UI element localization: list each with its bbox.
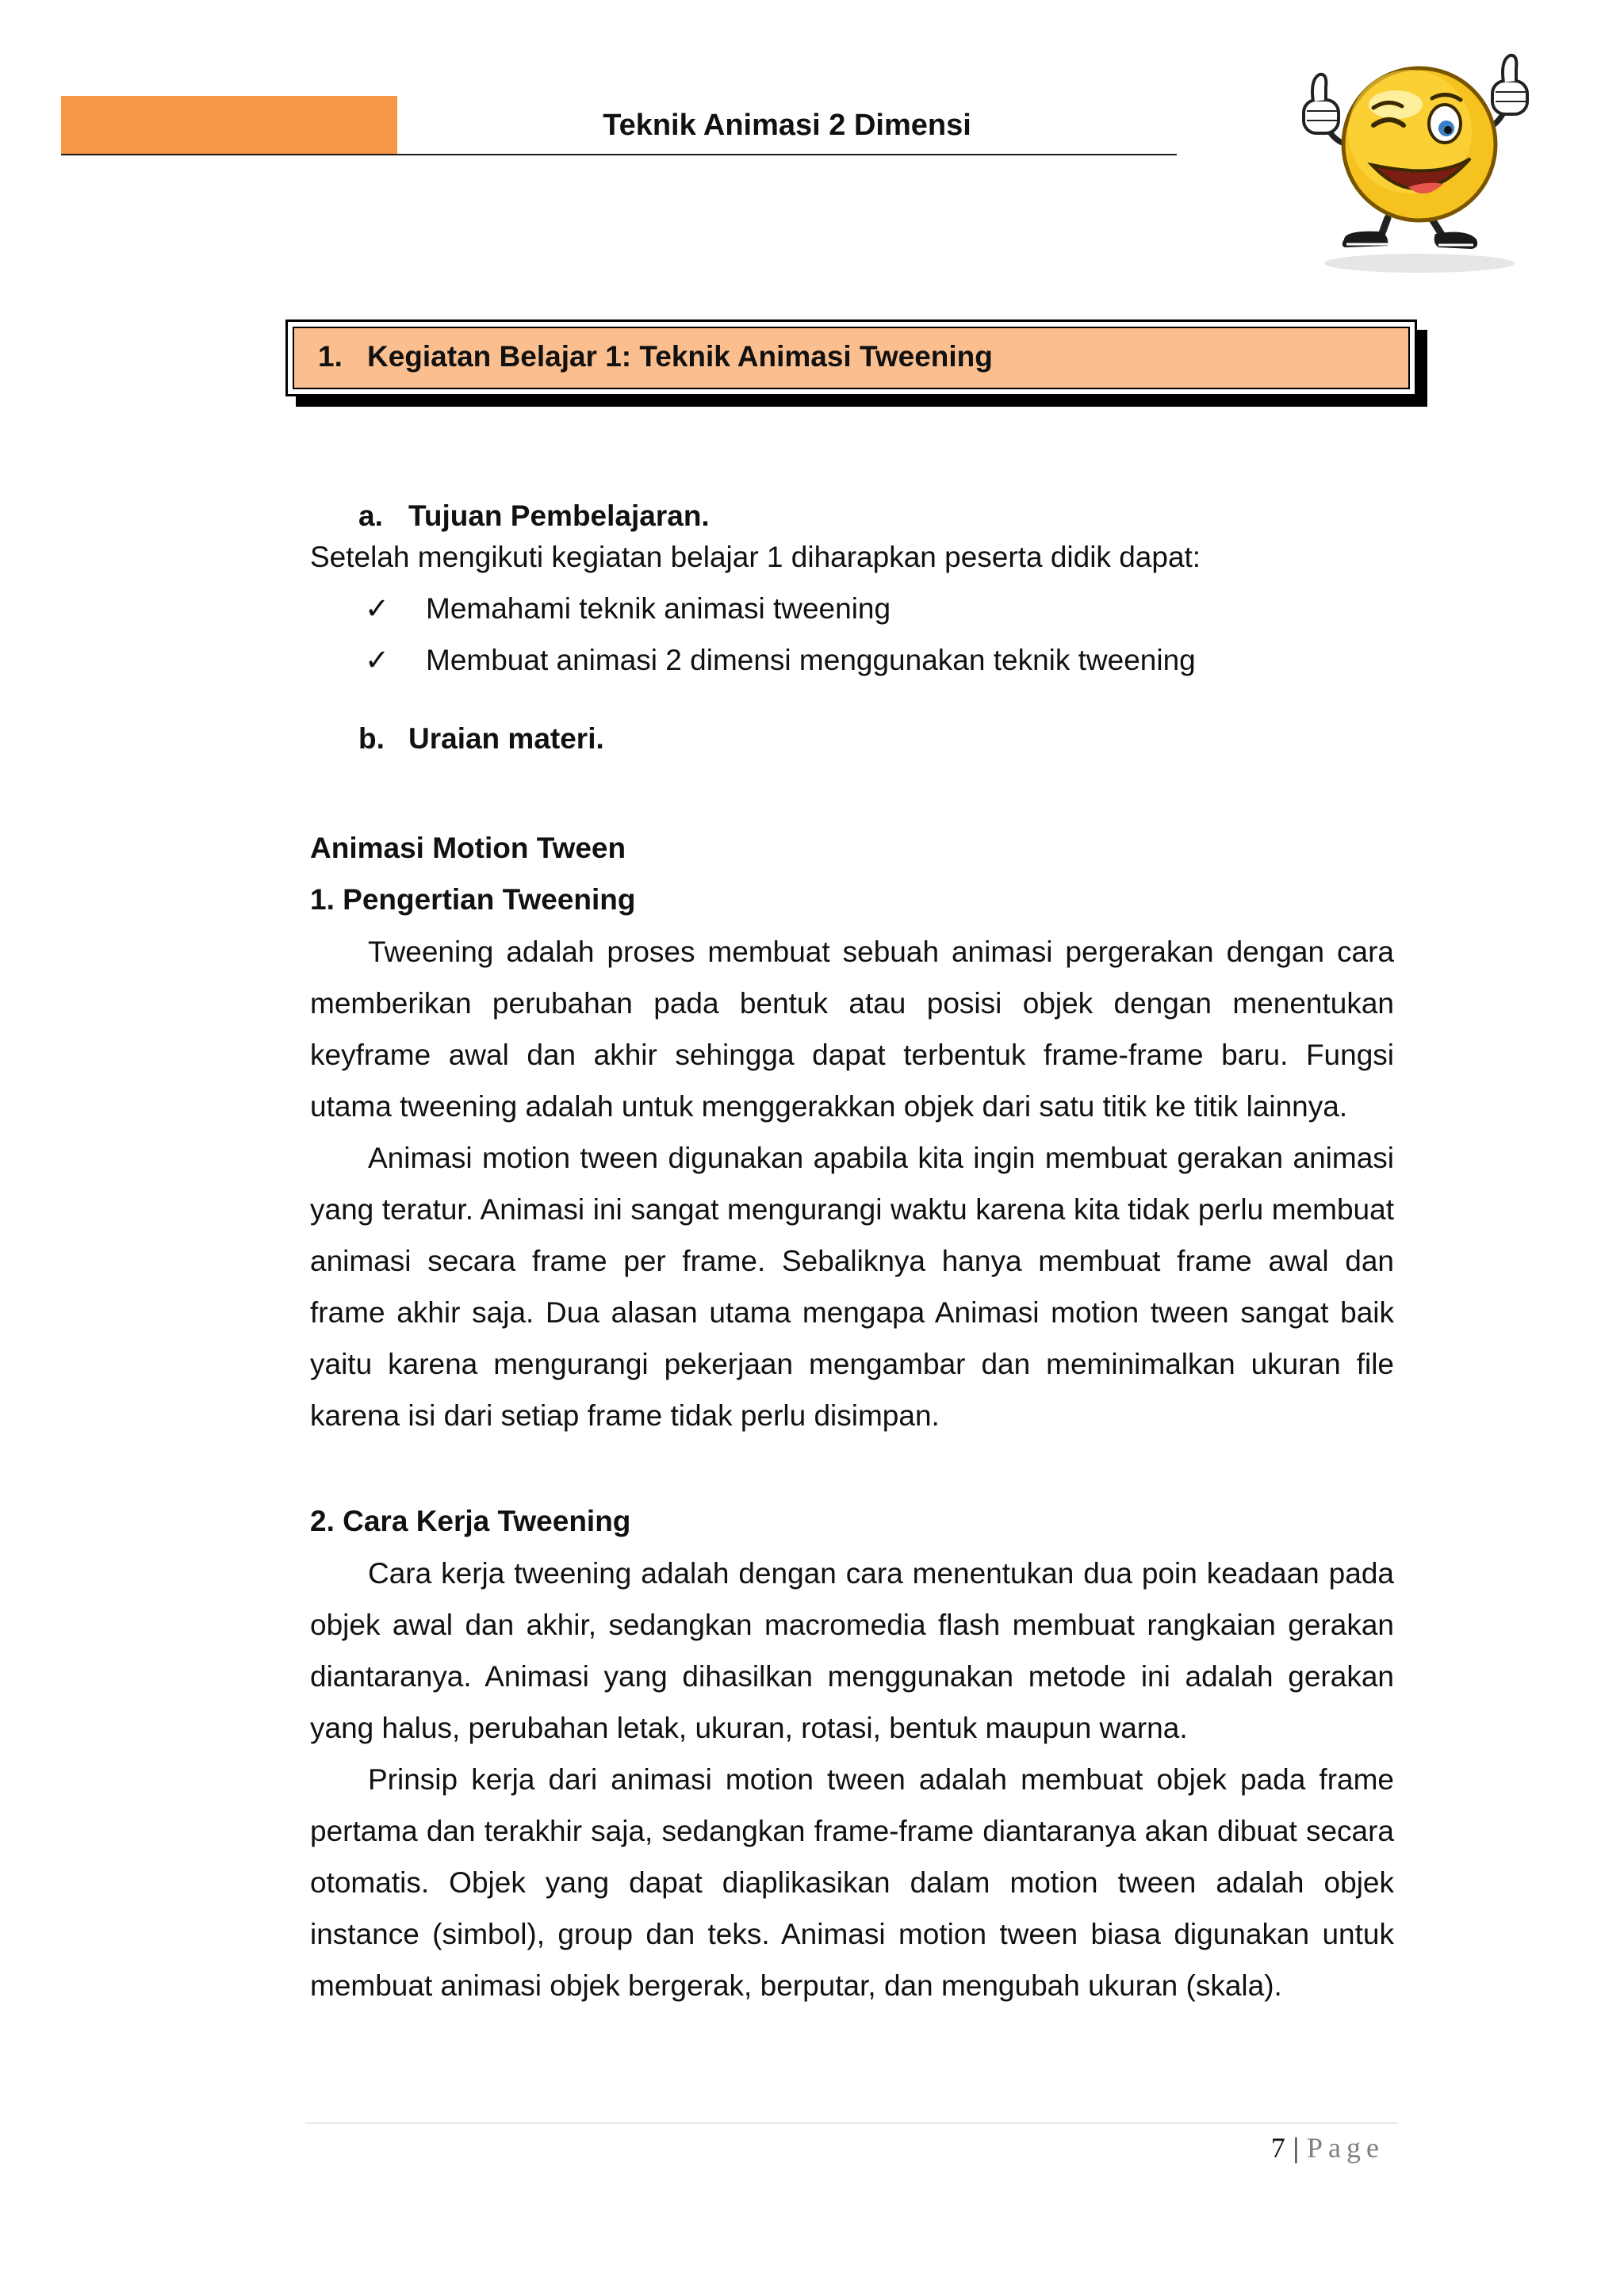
tujuan-intro: Setelah mengikuti kegiatan belajar 1 diharapkan peserta didik dapat: bbox=[310, 541, 1201, 573]
checkmark-icon: ✓ bbox=[365, 644, 390, 676]
tujuan-item bbox=[365, 641, 1196, 680]
page-footer bbox=[1271, 2128, 1385, 2168]
footer-rule bbox=[305, 2122, 1397, 2124]
tujuan-item-text: Memahami teknik animasi tweening bbox=[426, 592, 891, 625]
checkmark-icon: ✓ bbox=[365, 592, 390, 625]
page-number: 7 bbox=[1270, 2132, 1285, 2164]
footer-separator: | bbox=[1293, 2132, 1300, 2164]
section-number: 1. bbox=[318, 340, 343, 373]
cara-kerja-paragraph-2: Prinsip kerja dari animasi motion tween adalah membuat objek pada frame pertama dan terakhir saja, sedangkan frame-frame diantaranya akan dibuat secara otomatis. Objek yang dapat diaplikasikan dalam motion tween adalah objek instance (simbol), group dan teks. Animasi motion tween biasa digunakan untuk membuat animasi objek bergerak, berputar, dan mengubah ukuran (skala). bbox=[310, 1763, 1394, 2002]
tujuan-heading-text: Tujuan Pembelajaran. bbox=[408, 499, 710, 532]
header-accent-bar bbox=[61, 96, 397, 155]
pengertian-paragraph-1: Tweening adalah proses membuat sebuah animasi pergerakan dengan cara memberikan perubahan pada bentuk atau posisi objek dengan menentukan keyframe awal dan akhir sehingga dapat terbentuk frame-frame baru. Fungsi utama tweening adalah untuk menggerakkan objek dari satu titik ke titik lainnya. bbox=[310, 936, 1394, 1123]
uraian-letter: b. bbox=[358, 722, 385, 755]
tujuan-item bbox=[365, 589, 891, 629]
tujuan-heading bbox=[358, 496, 710, 536]
pengertian-paragraph-2: Animasi motion tween digunakan apabila kita ingin membuat gerakan animasi yang teratur. Animasi ini sangat mengurangi waktu karena kita tidak perlu membuat animasi secara frame per frame. Sebaliknya hanya membuat frame awal dan frame akhir saja. Dua alasan utama mengapa Animasi motion tween sangat baik yaitu karena mengurangi pekerjaan mengambar dan meminimalkan ukuran file karena isi dari setiap frame tidak perlu disimpan. bbox=[310, 1142, 1394, 1432]
uraian-heading bbox=[358, 719, 604, 759]
tujuan-letter: a. bbox=[358, 499, 383, 532]
section-title-box bbox=[285, 320, 1417, 396]
tujuan-item-text: Membuat animasi 2 dimensi menggunakan teknik tweening bbox=[426, 644, 1196, 676]
uraian-heading-text: Uraian materi. bbox=[408, 722, 604, 755]
cara-kerja-heading: 2. Cara Kerja Tweening bbox=[310, 1505, 631, 1537]
motion-tween-title: Animasi Motion Tween bbox=[310, 832, 626, 864]
page-header-title: Teknik Animasi 2 Dimensi bbox=[603, 109, 971, 142]
page-label: Page bbox=[1307, 2132, 1385, 2164]
pengertian-heading: 1. Pengertian Tweening bbox=[310, 883, 636, 916]
section-title-fill bbox=[293, 327, 1410, 389]
section-title-text: Kegiatan Belajar 1: Teknik Animasi Tweening bbox=[367, 340, 993, 373]
header-rule bbox=[61, 154, 1177, 155]
cara-kerja-paragraph-1: Cara kerja tweening adalah dengan cara menentukan dua poin keadaan pada objek awal dan akhir, sedangkan macromedia flash membuat rangkaian gerakan diantaranya. Animasi yang dihasilkan menggunakan metode ini adalah gerakan yang halus, perubahan letak, ukuran, rotasi, bentuk maupun warna. bbox=[310, 1557, 1394, 1744]
section-title bbox=[318, 339, 993, 374]
thumbs-up-smiley-mascot-icon bbox=[1269, 32, 1538, 277]
